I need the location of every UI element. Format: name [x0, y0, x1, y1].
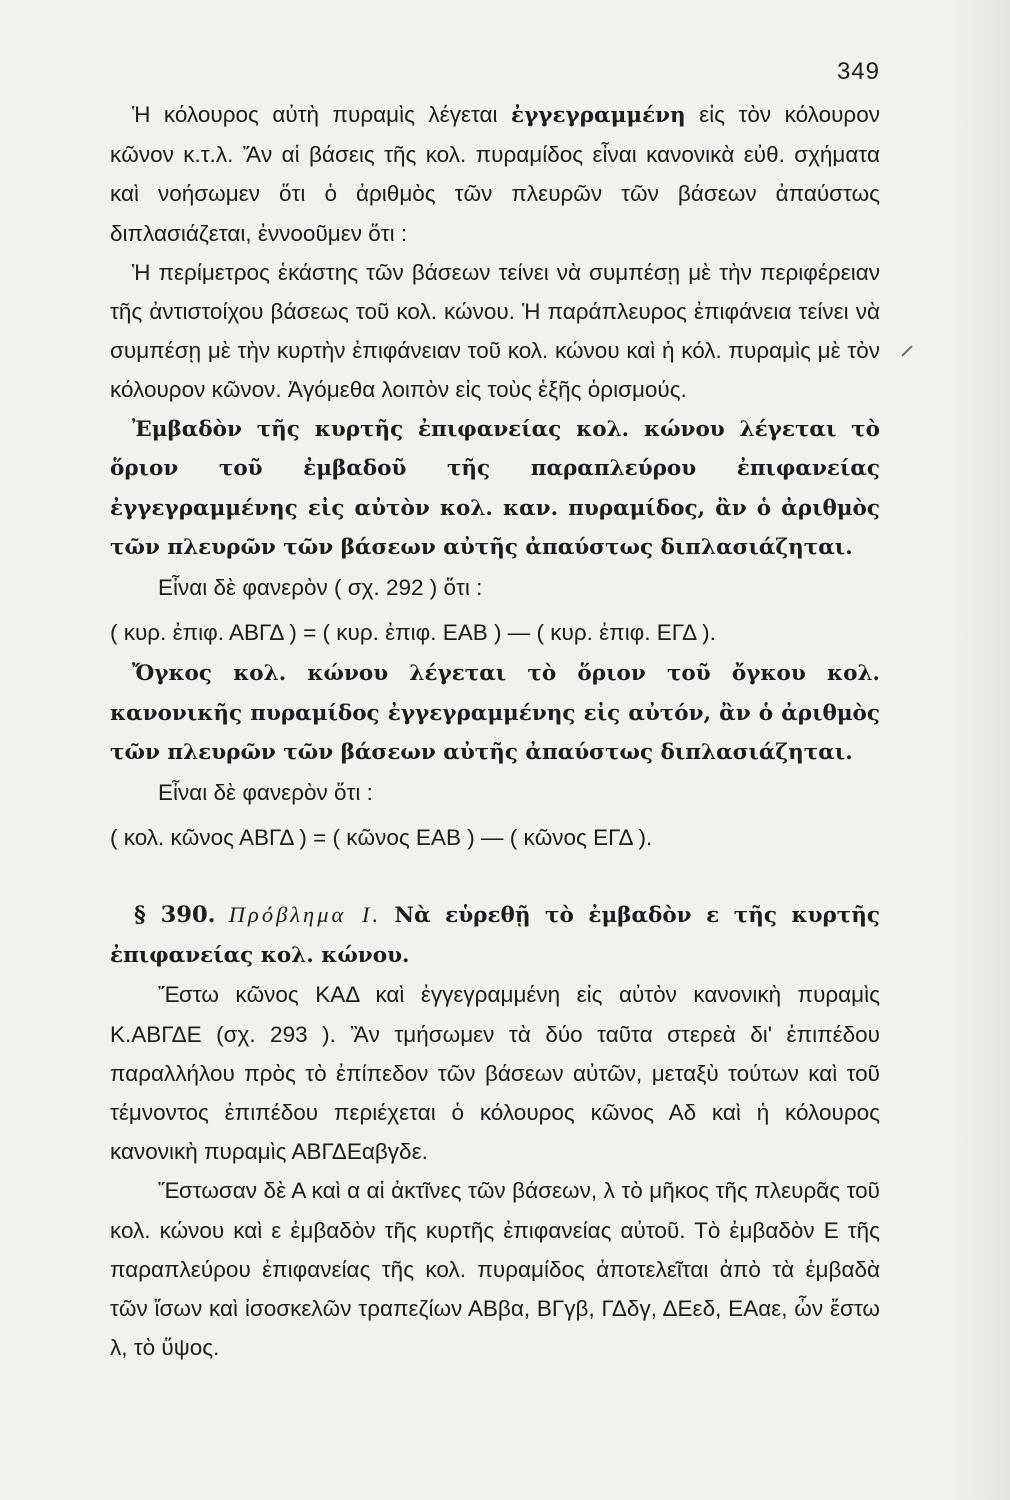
- paragraph-construction: Ἔστω κῶνος ΚΑΔ καὶ ἐγγεγραμμένη εἰς αὐτὸν κανονικὴ πυραμὶς Κ.ΑΒΓΔΕ (σχ. 293 ). Ἂν τμήσωμεν τὰ δύο ταῦτα στερεὰ δι' ἐπιπέδου παραλλήλου πρὸς τὸ ἐπίπεδον τῶν βάσεων αὐτῶν, μεταξὺ τούτων καὶ τοῦ τέμνοντος ἐπιπέδου περιέχεται ὁ κόλουρος κῶνος Αδ καὶ ἡ κόλουρος κανονικὴ πυραμὶς ΑΒΓΔΕαβγδε.: [110, 982, 880, 1165]
- page-number: 349: [836, 58, 880, 85]
- paragraph-evident-1: Εἶναι δὲ φανερὸν ( σχ. 292 ) ὅτι :: [158, 574, 483, 600]
- margin-mark: [901, 345, 912, 356]
- definition-volume: Ὄγκος κολ. κώνου λέγεται τὸ ὅριον τοῦ ὄγκου κολ. κανονικῆς πυραμίδος ἐγγεγραμμένης εἰς αὐτόν, ἂν ὁ ἀριθμὸς τῶν πλευρῶν τῶν βάσεων αὐτῆς ἀπαύστως διπλασιάζηται.: [110, 661, 880, 766]
- paragraph-limits: Ἡ περίμετρος ἑκάστης τῶν βάσεων τείνει νὰ συμπέσῃ μὲ τὴν περιφέρειαν τῆς ἀντιστοίχου βάσεως τοῦ κολ. κώνου. Ἡ παράπλευρος ἐπιφάνεια τείνει νὰ συμπέσῃ μὲ τὴν κυρτὴν ἐπιφάνειαν τοῦ κολ. κώνου καὶ ἡ κόλ. πυραμὶς μὲ τὸν κόλουρον κῶνον. Ἀγόμεθα λοιπὸν εἰς τοὺς ἑξῆς ὁρισμούς.: [110, 259, 880, 403]
- section-spacer: [110, 859, 880, 895]
- problem-label: Πρόβλημα Ι.: [228, 901, 382, 927]
- formula-volume: ( κολ. κῶνος ΑΒΓΔ ) = ( κῶνος ΕΑΒ ) — ( κῶνος ΕΓΔ ).: [110, 824, 653, 850]
- problem-title: Νὰ εὑρεθῇ τὸ ἐμβαδὸν ε τῆς κυρτῆς ἐπιφανείας κολ. κώνου.: [110, 902, 880, 969]
- paragraph-text: Ἡ κόλουρος αὐτὴ πυραμὶς λέγεται: [132, 102, 498, 127]
- paragraph-inscribed-frustum: [110, 95, 880, 253]
- page-edge-shadow: [950, 0, 1010, 1500]
- definition-lateral-area: Ἐμβαδὸν τῆς κυρτῆς ἐπιφανείας κολ. κώνου λέγεται τὸ ὅριον τοῦ ἐμβαδοῦ τῆς παραπλεύρου ἐπιφανείας ἐγγεγραμμένης εἰς αὐτὸν κολ. καν. πυραμίδος, ἂν ὁ ἀριθμὸς τῶν πλευρῶν τῶν βάσεων αὐτῆς ἀπαύστως διπλασιάζηται.: [110, 416, 880, 561]
- term-inscribed: ἐγγεγραμμένη: [511, 103, 686, 128]
- formula-lateral-area: ( κυρ. ἐπιφ. ΑΒΓΔ ) = ( κυρ. ἐπιφ. ΕΑΒ ) — ( κυρ. ἐπιφ. ΕΓΔ ).: [110, 619, 716, 645]
- section-number: § 390.: [134, 901, 216, 928]
- section-heading: [110, 895, 880, 975]
- paragraph-evident-2: Εἶναι δὲ φανερὸν ὅτι :: [158, 779, 373, 805]
- body-text: [110, 95, 880, 1367]
- paragraph-text-rest: εἰς τὸν κόλουρον κῶνον κ.τ.λ. Ἄν αἱ βάσεις τῆς κολ. πυραμίδος εἶναι κανονικὰ εὐθ. σχήματα καὶ νοήσωμεν ὅτι ὁ ἀριθμὸς τῶν πλευρῶν τῶν βάσεων ἀπαύστως διπλασιάζεται, ἐννοοῦμεν ὅτι :: [110, 102, 880, 246]
- paragraph-notation: Ἔστωσαν δὲ Α καὶ α αἱ ἀκτῖνες τῶν βάσεων, λ τὸ μῆκος τῆς πλευρᾶς τοῦ κολ. κώνου καὶ ε ἐμβαδὸν τῆς κυρτῆς ἐπιφανείας αὐτοῦ. Τὸ ἐμβαδὸν Ε τῆς παραπλεύρου ἐπιφανείας τῆς κολ. πυραμίδος ἀποτελεῖται ἀπὸ τὰ ἐμβαδὰ τῶν ἴσων καὶ ἰσοσκελῶν τραπεζίων ΑΒβα, ΒΓγβ, ΓΔδγ, ΔΕεδ, ΕΑαε, ὧν ἔστω λ, τὸ ὕψος.: [110, 1178, 880, 1361]
